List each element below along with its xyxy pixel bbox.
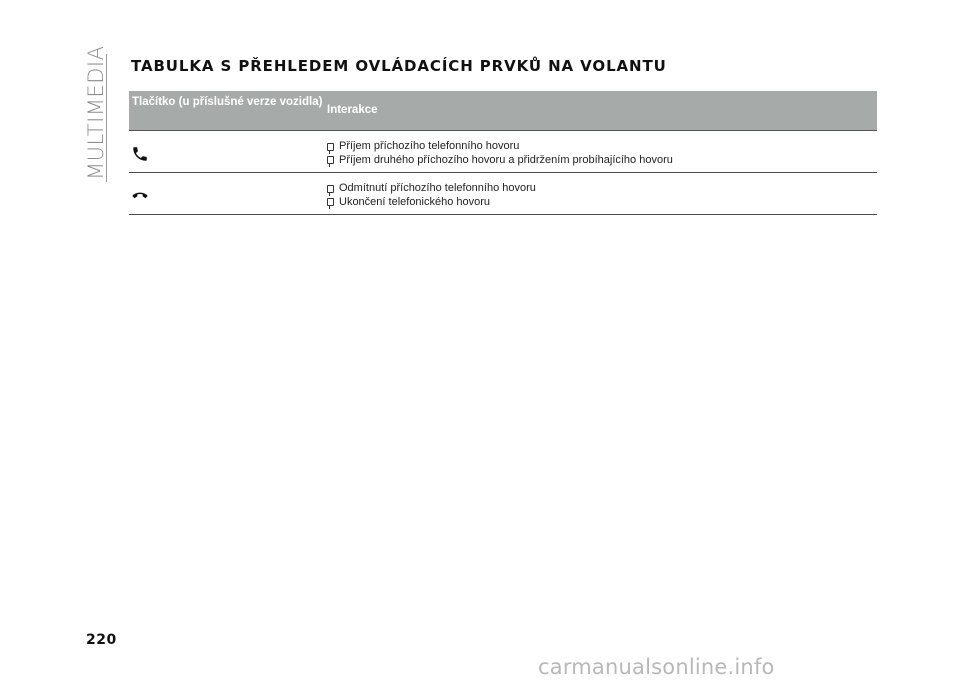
section-side-label: MULTIMEDIA [84, 45, 108, 180]
phone-answer-icon [131, 145, 149, 163]
bullet-icon [327, 185, 334, 193]
bullet-icon [327, 143, 334, 151]
list-item [327, 196, 877, 210]
header-button: Tlačítko (u příslušné verze vozidla) [132, 96, 323, 108]
page-title: TABULKA S PŘEHLEDEM OVLÁDACÍCH PRVKŮ NA VOLANTU [131, 57, 667, 75]
steering-controls-table [129, 91, 877, 215]
list-item-text: Odmítnutí příchozího telefonního hovoru [339, 182, 536, 194]
list-item-text: Příjem příchozího telefonního hovoru [339, 140, 520, 152]
table-header [129, 91, 877, 131]
watermark: carmanualsonline.info [538, 655, 775, 679]
bullet-icon [327, 156, 334, 164]
list-item [327, 140, 877, 154]
table-row [129, 131, 877, 173]
list-item-text: Ukončení telefonického hovoru [339, 195, 491, 208]
table-row [129, 173, 877, 215]
bullet-icon [327, 198, 334, 206]
interaction-cell [327, 173, 877, 214]
button-cell [129, 173, 327, 214]
button-cell [129, 131, 327, 172]
page-number: 220 [86, 632, 117, 648]
header-interaction: Interakce [327, 104, 378, 116]
interaction-cell [327, 131, 877, 172]
list-item [327, 182, 877, 196]
phone-hangup-icon [132, 191, 148, 201]
list-item [327, 154, 877, 168]
list-item-text: Příjem druhého příchozího hovoru a přidržením probíhajícího hovoru [339, 153, 673, 166]
